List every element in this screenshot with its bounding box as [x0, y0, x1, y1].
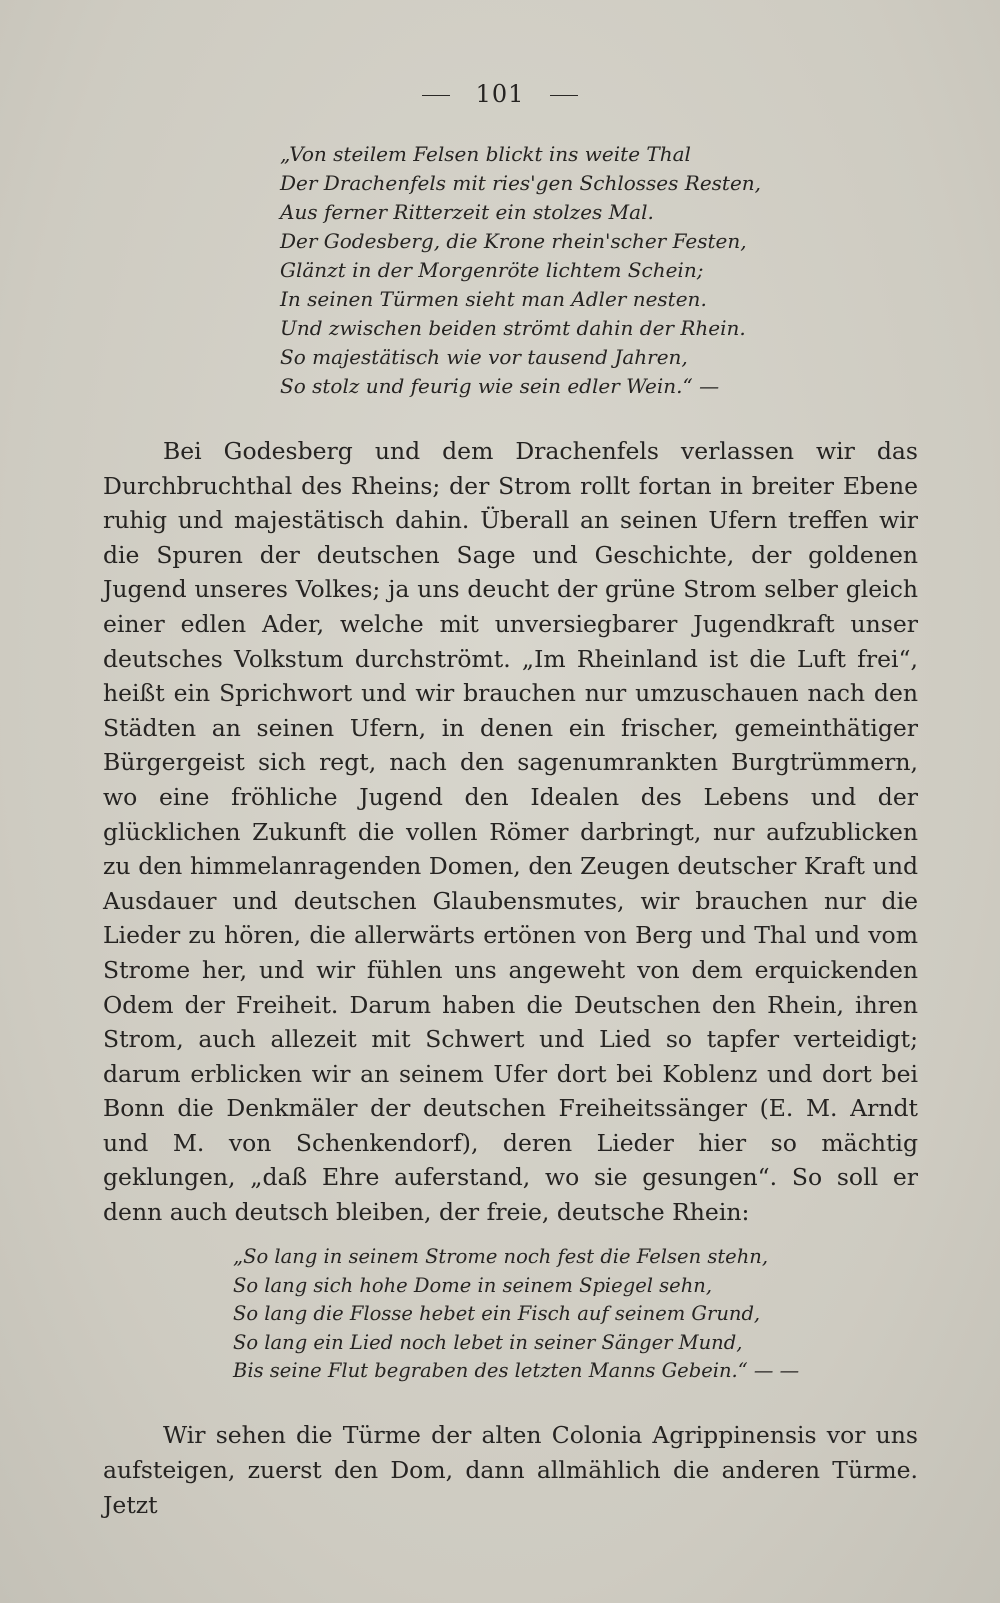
poem-line: „So lang in seinem Strome noch fest die Felsen stehn, [233, 1245, 769, 1268]
poem-stanza-two [233, 1243, 799, 1386]
poem-line: Und zwischen beiden strömt dahin der Rhein. [280, 316, 746, 340]
page-number-header [0, 80, 1000, 108]
poem-line: Glänzt in der Morgenröte lichtem Schein; [280, 258, 704, 282]
header-dash-right [550, 95, 578, 96]
poem-line: Bis seine Flut begraben des letzten Manns Gebein.“ — — [233, 1359, 800, 1382]
body-paragraph-continued: Wir sehen die Türme der alten Colonia Agrippinensis vor uns aufsteigen, zuerst den Dom, dann allmählich die anderen Türme. Jetzt [103, 1421, 918, 1519]
poem-line: Der Drachenfels mit ries'gen Schlosses Resten, [280, 171, 762, 195]
header-dash-left [422, 95, 450, 96]
poem-line: In seinen Türmen sieht man Adler nesten. [280, 287, 707, 311]
poem-line: „Von steilem Felsen blickt ins weite Thal [280, 142, 691, 166]
poem-line: So stolz und feurig wie sein edler Wein.“ — [280, 374, 720, 398]
body-paragraph: Bei Godesberg und dem Drachenfels verlassen wir das Durchbruchthal des Rheins; der Strom rollt fortan in breiter Ebene ruhig und majestätisch dahin. Überall an seinen Ufern treffen wir die Spuren der deutschen Sage und Geschichte, der goldenen Jugend unseres Volkes; ja uns deucht der grüne Strom selber gleich einer edlen Ader, welche mit unversiegbarer Jugendkraft unser deutsches Volkstum durchströmt. „Im Rheinland ist die Luft frei“, heißt ein Sprichwort und wir brauchen nur umzuschauen nach den Städten an seinen Ufern, in denen ein frischer, gemeinthätiger Bürgergeist sich regt, nach den sagenumrankten Burgtrümmern, wo eine fröhliche Jugend den Idealen des Lebens und der glücklichen Zukunft die vollen Römer darbringt, nur aufzublicken zu den himmelanragenden Domen, den Zeugen deutscher Kraft und Ausdauer und deutschen Glaubensmutes, wir brauchen nur die Lieder zu hören, die allerwärts ertönen von Berg und Thal und vom Strome her, und wir fühlen uns angeweht von dem erquickenden Odem der Freiheit. Darum haben die Deutschen den Rhein, ihren Strom, auch allezeit mit Schwert und Lied so tapfer verteidigt; darum erblicken wir an seinem Ufer dort bei Koblenz und dort bei Bonn die Denkmäler der deutschen Freiheitssänger (E. M. Arndt und M. von Schenkendorf), deren Lieder hier so mächtig geklungen, „daß Ehre auferstand, wo sie gesungen“. So soll er denn auch deutsch bleiben, der freie, deutsche Rhein: [103, 437, 918, 1227]
poem-line: So lang die Flosse hebet ein Fisch auf seinem Grund, [233, 1302, 761, 1325]
page-number: 101 [475, 80, 525, 108]
poem-line: Der Godesberg, die Krone rhein'scher Festen, [280, 229, 747, 253]
poem-line: So lang sich hohe Dome in seinem Spiegel sehn, [233, 1273, 713, 1297]
poem-line: Aus ferner Ritterzeit ein stolzes Mal. [280, 200, 654, 224]
poem-line: So lang ein Lied noch lebet in seiner Sänger Mund, [233, 1330, 743, 1354]
poem-line: So majestätisch wie vor tausend Jahren, [280, 345, 688, 369]
poem-stanza-one [280, 140, 761, 401]
